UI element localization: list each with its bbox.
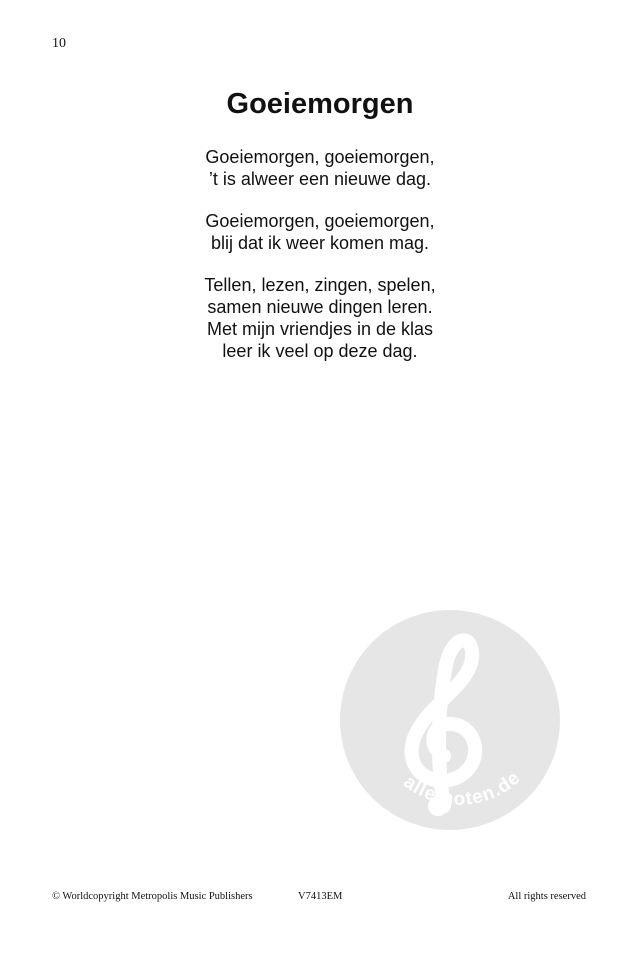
footer-code: V7413EM (298, 891, 343, 902)
footer-rights: All rights reserved (507, 891, 586, 902)
stanza (0, 274, 640, 362)
footer-copyright: © Worldcopyright Metropolis Music Publishers (52, 891, 253, 902)
lyric-line: Goeiemorgen, goeiemorgen, (205, 147, 435, 167)
song-title: Goeiemorgen (226, 88, 414, 120)
page-number: 10 (52, 36, 66, 51)
watermark-logo (340, 610, 560, 830)
stanza (0, 146, 640, 190)
lyric-line: Tellen, lezen, zingen, spelen, (204, 275, 436, 295)
lyric-line: Goeiemorgen, goeiemorgen, (205, 211, 435, 231)
song-lyrics (0, 146, 640, 382)
lyric-line: samen nieuwe dingen leren. (207, 297, 433, 317)
lyric-line: Met mijn vriendjes in de klas (206, 319, 434, 339)
lyric-line: ’t is alweer een nieuwe dag. (208, 169, 432, 189)
lyric-line: leer ik veel op deze dag. (222, 341, 418, 361)
lyric-line: blij dat ik weer komen mag. (210, 233, 430, 253)
stanza (0, 210, 640, 254)
watermark-text: alle-noten.de (399, 767, 526, 810)
